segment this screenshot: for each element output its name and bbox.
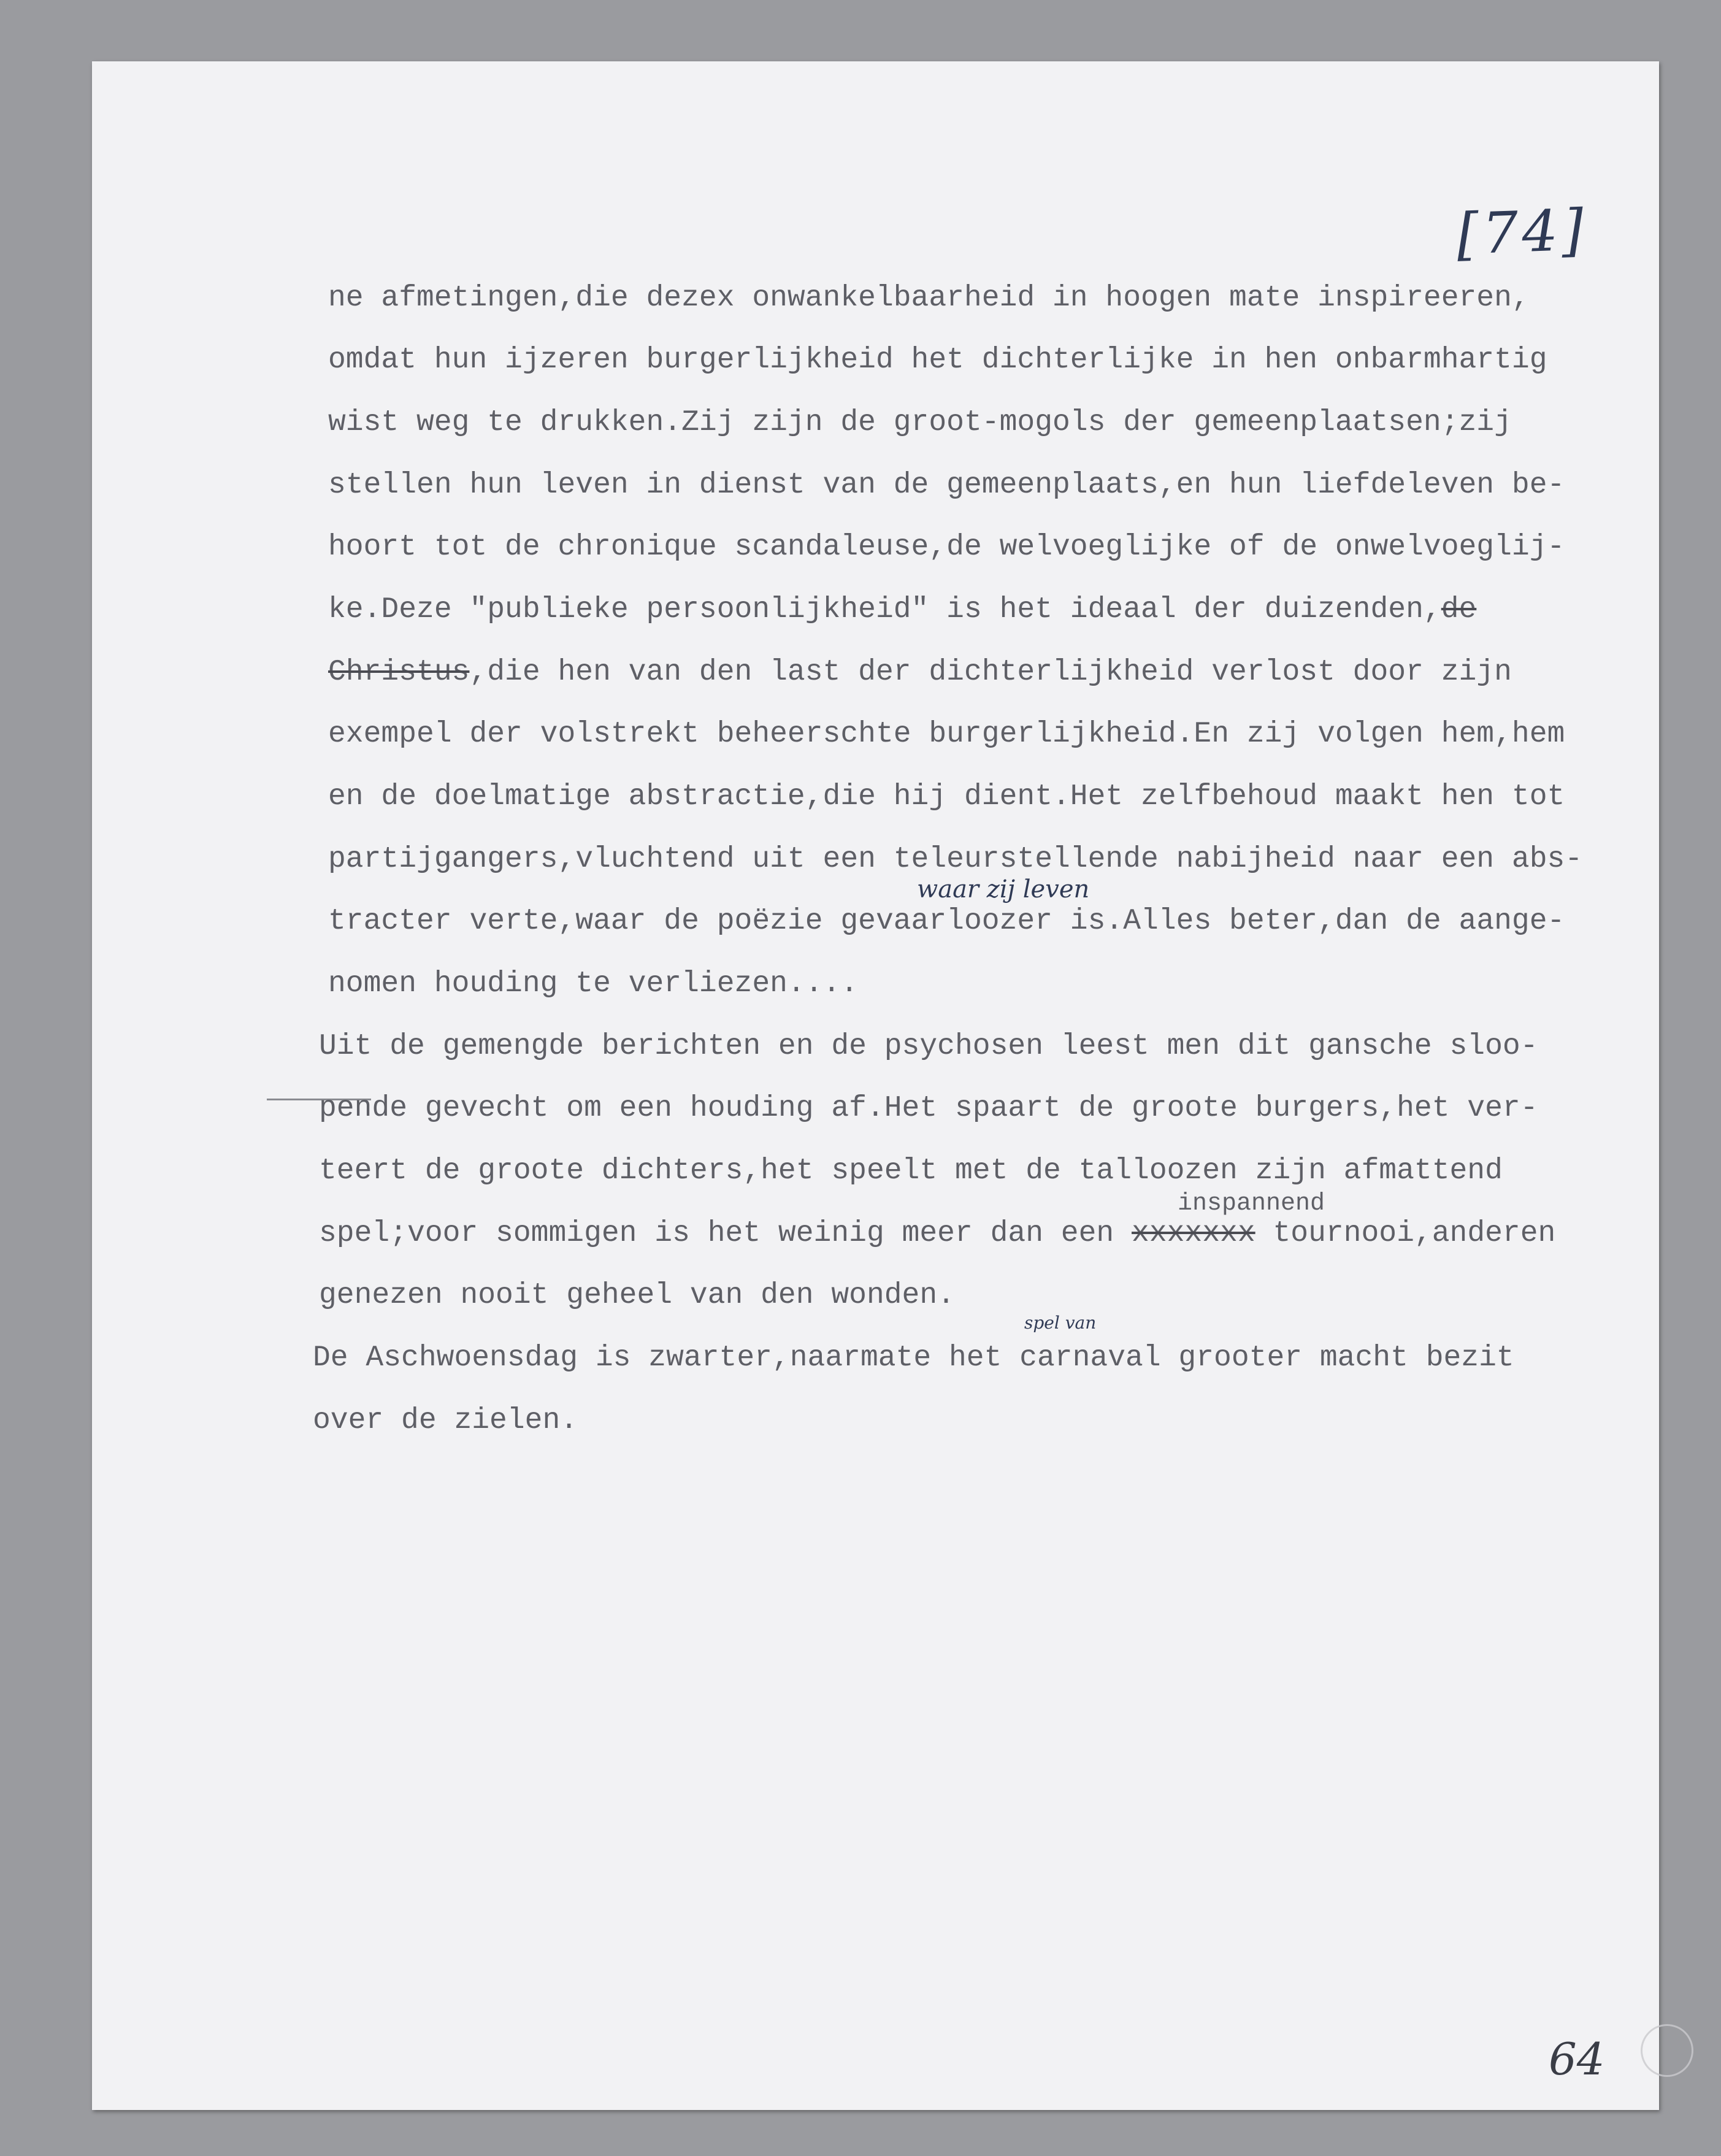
text-line-8: exempel der volstrekt beheerschte burgerlijkheid.En zij volgen hem,hem xyxy=(328,718,1565,751)
text-line-18 xyxy=(313,1343,1514,1373)
text-line-5: hoort tot de chronique scandaleuse,de welvoeglijke of de onwelvoeglij- xyxy=(328,531,1565,564)
text-line-10: partijgangers,vluchtend uit een teleurstellende nabijheid naar een abs- xyxy=(328,843,1583,876)
struck-word-de: de xyxy=(1441,593,1477,626)
text-line-11 xyxy=(328,907,1565,936)
text-line-3: wist weg te drukken.Zij zijn de groot-mogols der gemeenplaatsen;zij xyxy=(328,406,1512,439)
text-line-14: pende gevecht om een houding af.Het spaart de groote burgers,het ver- xyxy=(319,1092,1538,1125)
text-line-19: over de zielen. xyxy=(313,1404,578,1437)
struck-word-christus: Christus xyxy=(328,656,470,689)
text-line-6-main: ke.Deze "publieke persoonlijkheid" is het ideaal der duizenden, xyxy=(328,593,1441,626)
folio-number: 64 xyxy=(1549,2033,1605,2085)
struck-typed-x: xxxxxxx xyxy=(1132,1217,1255,1250)
text-line-16-main: spel;voor sommigen is het weinig meer dan een xyxy=(319,1217,1132,1250)
text-line-12: nomen houding te verliezen.... xyxy=(328,967,859,1000)
typed-insertion-inspannend: inspannend xyxy=(1178,1190,1325,1218)
text-line-16 xyxy=(319,1219,1555,1248)
text-line-18-end: carnaval grooter macht bezit xyxy=(1019,1341,1514,1375)
text-line-1: ne afmetingen,die dezex onwankelbaarheid in hoogen mate inspireeren, xyxy=(328,282,1530,315)
text-line-6 xyxy=(328,595,1476,624)
text-line-11-end: is.Alles beter,dan de aange- xyxy=(1052,905,1565,938)
text-line-11-main: tracter verte,waar de poëzie gevaarloozer xyxy=(328,905,1052,938)
archive-stamp xyxy=(1641,2024,1693,2077)
text-line-7-main: ,die hen van den last der dichterlijkheid verlost door zijn xyxy=(469,656,1512,689)
manuscript-page xyxy=(92,61,1659,2110)
text-line-2: omdat hun ijzeren burgerlijkheid het dichterlijke in hen onbarmhartig xyxy=(328,343,1547,377)
text-line-13: Uit de gemengde berichten en de psychosen leest men dit gansche sloo- xyxy=(319,1030,1538,1063)
page-reference-note: [74] xyxy=(1455,197,1589,267)
text-line-16-end: tournooi,anderen xyxy=(1255,1217,1556,1250)
handwritten-insertion-spel: spel van xyxy=(1024,1313,1097,1333)
text-line-18-main: De Aschwoensdag is zwarter,naarmate het xyxy=(313,1341,1020,1375)
text-line-7 xyxy=(328,658,1512,687)
text-line-9: en de doelmatige abstractie,die hij dient.Het zelfbehoud maakt hen tot xyxy=(328,780,1565,813)
text-line-4: stellen hun leven in dienst van de gemeenplaats,en hun liefdeleven be- xyxy=(328,469,1565,502)
handwritten-insertion-leven: waar zij leven xyxy=(917,875,1090,903)
text-line-17: genezen nooit geheel van den wonden. xyxy=(319,1279,955,1312)
text-line-15: teert de groote dichters,het speelt met de talloozen zijn afmattend xyxy=(319,1154,1503,1187)
